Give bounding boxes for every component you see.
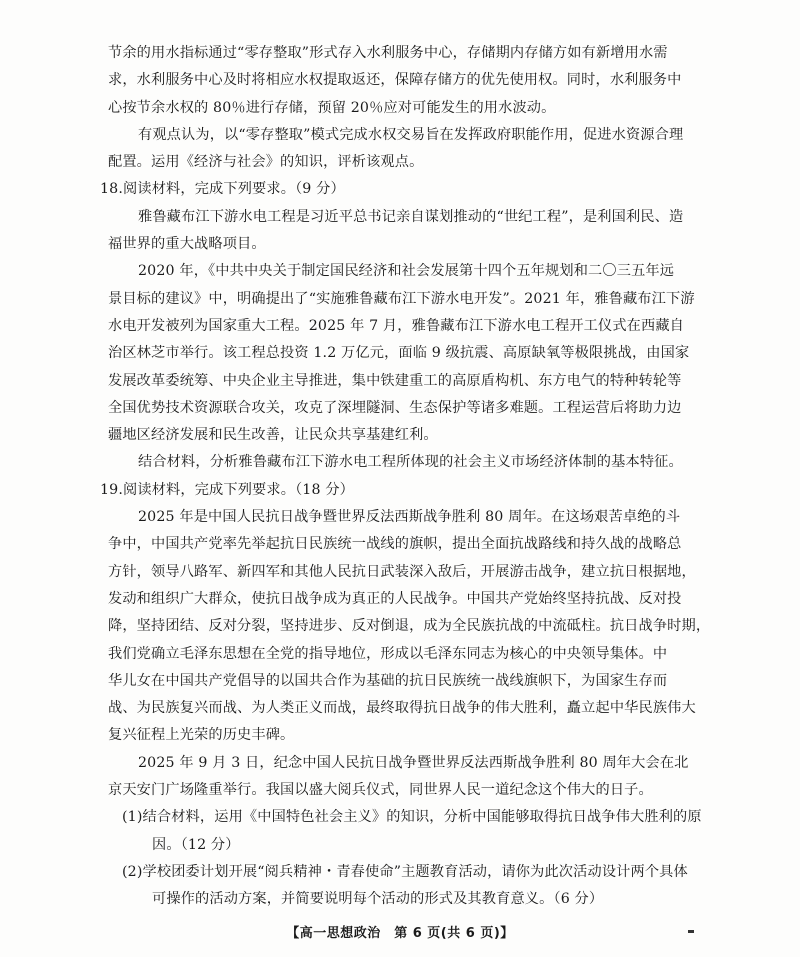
q19-paragraph-2 <box>108 750 708 805</box>
text-line: 水电开发被列为国家重大工程。2025 年 7 月，雅鲁藏布江下游水电工程开工仪式在西藏自 <box>108 317 685 334</box>
text-line: (1)结合材料，运用《中国特色社会主义》的知识，分析中国能够取得抗日战争伟大胜利的原 <box>122 809 702 826</box>
text-line: 2025 年 9 月 3 日，纪念中国人民抗日战争暨世界反法西斯战争胜利 80 周年大会在北 <box>138 754 689 771</box>
q17-prompt <box>108 122 708 177</box>
q18-paragraph-1 <box>108 204 708 259</box>
text-line: 华儿女在中国共产党倡导的以国共合作为基础的抗日民族统一战线旗帜下，为国家生存而 <box>108 672 668 689</box>
text-line: 节余的用水指标通过“零存整取”形式存入水利服务中心，存储期内存储方如有新增用水需 <box>108 45 668 61</box>
text-line: 可操作的活动方案，并简要说明每个活动的形式及其教育意义。（6 分） <box>152 891 604 908</box>
text-line: 复兴征程上光荣的历史丰碑。 <box>108 727 295 744</box>
text-line: 福世界的重大战略项目。 <box>108 236 266 253</box>
text-line: 配置。运用《经济与社会》的知识，评析该观点。 <box>108 154 424 171</box>
text-line: 降，坚持团结、反对分裂，坚持进步、反对倒退，成为全民族抗战的中流砥柱。抗日战争时期， <box>108 618 711 635</box>
text-line: 我们党确立毛泽东思想在全党的指导地位，形成以毛泽东同志为核心的中央领导集体。中 <box>108 645 668 662</box>
text-line: 雅鲁藏布江下游水电工程是习近平总书记亲自谋划推动的“世纪工程”，是利国利民、造 <box>138 208 684 225</box>
text-line: 全国优势技术资源联合攻关，攻克了深埋隧洞、生态保护等诸多难题。工程运营后将助力边 <box>108 399 682 416</box>
text-line: 发动和组织广大群众，使抗日战争成为真正的人民战争。中国共产党始终坚持抗战、反对投 <box>108 590 682 607</box>
text-line: 方针，领导八路军、新四军和其他人民抗日武装深入敌后，开展游击战争，建立抗日根据地， <box>108 563 696 580</box>
q18-task: 结合材料，分析雅鲁藏布江下游水电工程所体现的社会主义市场经济体制的基本特征。 <box>138 454 683 471</box>
q17-continued-material <box>108 40 708 122</box>
text-line: 有观点认为，以“零存整取”模式完成水权交易旨在发挥政府职能作用，促进水资源合理 <box>138 126 684 143</box>
page-footer: 【高一思想政治 第 6 页(共 6 页)】 <box>286 926 514 941</box>
question-19 <box>100 477 711 914</box>
q19-paragraph-1 <box>108 504 711 750</box>
text-line: (2)学校团委计划开展“阅兵精神・青春使命”主题教育活动，请你为此次活动设计两个具体 <box>122 863 688 880</box>
text-line: 发展改革委统筹、中央企业主导推进，集中铁建重工的高原盾构机、东方电气的特种转轮等 <box>108 372 682 389</box>
text-line: 求，水利服务中心及时将相应水权提取返还，保障存储方的优先使用权。同时，水利服务中 <box>108 72 682 89</box>
text-line: 心按节余水权的 80％进行存储，预留 20％应对可能发生的用水波动。 <box>108 99 556 116</box>
q19-sub-question-1 <box>108 804 708 859</box>
text-line: 2020 年，《中共中央关于制定国民经济和社会发展第十四个五年规划和二〇三五年远 <box>138 263 675 280</box>
text-line: 景目标的建议》中，明确提出了“实施雅鲁藏布江下游水电开发”。2021 年，雅鲁藏布江下游 <box>108 290 695 307</box>
text-line: 治区林芝市举行。该工程总投资 1.2 万亿元，面临 9 级抗震、高原缺氧等极限挑战，由国家 <box>108 345 690 362</box>
page-content <box>100 40 711 914</box>
q19-header: 19.阅读材料，完成下列要求。（18 分） <box>100 481 354 498</box>
q18-header: 18.阅读材料，完成下列要求。（9 分） <box>100 181 345 198</box>
question-18 <box>100 176 708 476</box>
q19-sub-question-2 <box>108 859 708 914</box>
text-line: 2025 年是中国人民抗日战争暨世界反法西斯战争胜利 80 周年。在这场艰苦卓绝的斗 <box>138 509 681 526</box>
text-line: 京天安门广场隆重举行。我国以盛大阅兵仪式，同世界人民一道纪念这个伟大的日子。 <box>108 782 653 799</box>
q18-paragraph-2 <box>108 258 708 449</box>
text-line: 因。（12 分） <box>152 836 240 853</box>
text-line: 战、为民族复兴而战、为人类正义而战，最终取得抗日战争的伟大胜利，矗立起中华民族伟大 <box>108 700 696 717</box>
corner-mark <box>688 930 694 933</box>
text-line: 疆地区经济发展和民生改善，让民众共享基建红利。 <box>108 427 438 444</box>
text-line: 争中，中国共产党率先举起抗日民族统一战线的旗帜，提出全面抗战路线和持久战的战略总 <box>108 536 682 553</box>
